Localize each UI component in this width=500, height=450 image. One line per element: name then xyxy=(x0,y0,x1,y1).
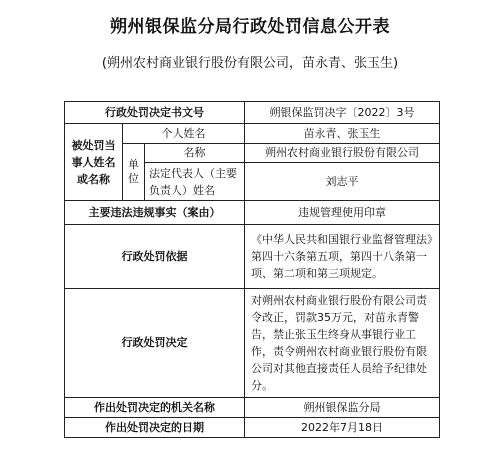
legal-representative-label: 法定代表人（主要负责人）姓名 xyxy=(145,163,245,201)
penalty-basis-value: 《中华人民共和国银行业监督管理法》第四十六条第五项，第四十八条第一项、第二项和第三项规定。 xyxy=(245,225,440,289)
table-row xyxy=(65,201,440,225)
page-subtitle: (朔州农村商业银行股份有限公司，苗永青、张玉生) xyxy=(101,56,399,71)
table-row xyxy=(65,124,440,144)
penalty-info-table xyxy=(64,101,440,438)
party-label: 被处罚当事人姓名或名称 xyxy=(65,124,123,201)
violation-facts-label: 主要违法违规事实（案由） xyxy=(65,201,245,225)
table-row xyxy=(65,102,440,124)
decision-date-label: 作出处罚决定的日期 xyxy=(65,418,245,438)
table-row xyxy=(65,398,440,418)
legal-representative-value: 刘志平 xyxy=(245,163,440,201)
individual-name-value: 苗永青、张玉生 xyxy=(245,124,440,144)
unit-name-label: 名称 xyxy=(145,144,245,163)
table-row xyxy=(65,289,440,398)
authority-value: 朔州银保监分局 xyxy=(245,398,440,418)
penalty-decision-label: 行政处罚决定 xyxy=(65,289,245,398)
doc-number-value: 朔银保监罚决字〔2022〕3号 xyxy=(245,102,440,124)
authority-label: 作出处罚决定的机关名称 xyxy=(65,398,245,418)
penalty-basis-label: 行政处罚依据 xyxy=(65,225,245,289)
doc-number-label: 行政处罚决定书文号 xyxy=(65,102,245,124)
table-row xyxy=(65,225,440,289)
violation-facts-value: 违规管理使用印章 xyxy=(245,201,440,225)
unit-label: 单位 xyxy=(123,144,145,201)
table-row xyxy=(65,418,440,438)
penalty-decision-value: 对朔州农村商业银行股份有限公司责令改正，罚款35万元，对苗永青警告，禁止张玉生终身从事银行业工作，责令朔州农村商业银行股份有限公司对其他直接责任人员给予纪律处分。 xyxy=(245,289,440,398)
individual-name-label: 个人姓名 xyxy=(123,124,245,144)
decision-date-value: 2022年7月18日 xyxy=(245,418,440,438)
page-title: 朔州银保监分局行政处罚信息公开表 xyxy=(110,17,390,37)
unit-name-value: 朔州农村商业银行股份有限公司 xyxy=(245,144,440,163)
